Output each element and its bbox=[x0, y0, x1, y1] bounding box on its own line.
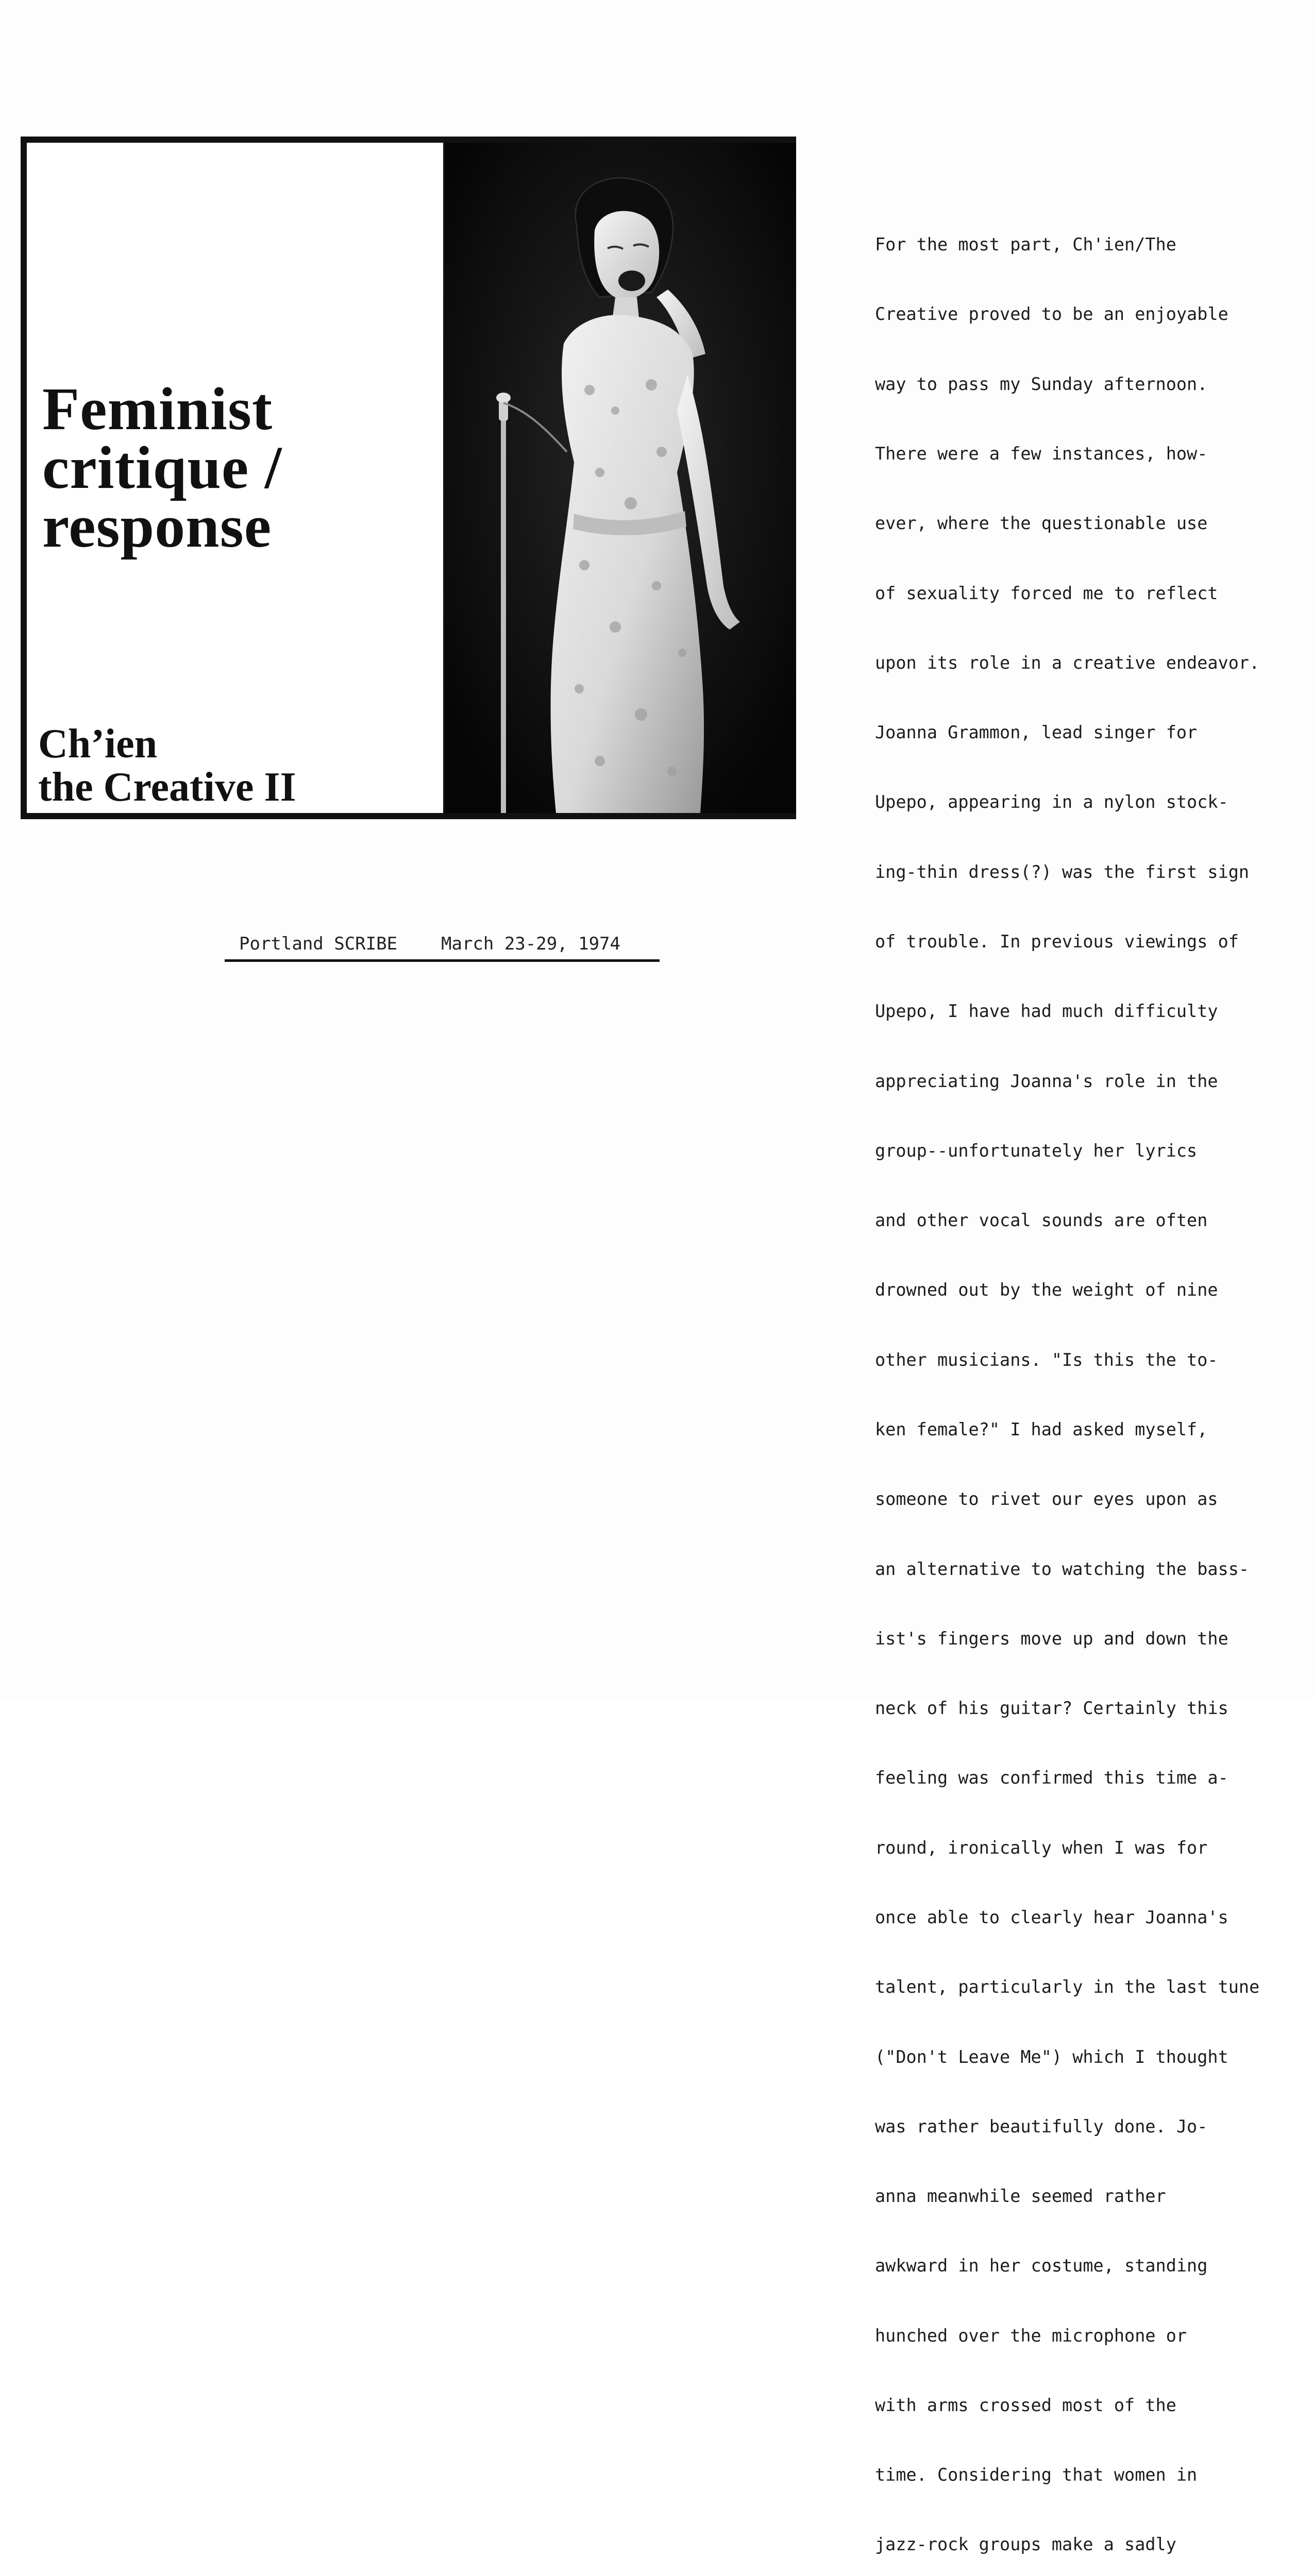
article-line: drowned out by the weight of nine bbox=[875, 1280, 1218, 1300]
article-line: anna meanwhile seemed rather bbox=[875, 2186, 1166, 2207]
article-line: Joanna Grammon, lead singer for bbox=[875, 722, 1198, 743]
article-line: There were a few instances, how- bbox=[875, 444, 1208, 464]
headline-box bbox=[21, 137, 796, 819]
article-line: upon its role in a creative endeavor. bbox=[875, 652, 1260, 673]
article-line: someone to rivet our eyes upon as bbox=[875, 1489, 1218, 1510]
article-line: Upepo, I have had much difficulty bbox=[875, 1001, 1218, 1022]
article-line: ist's fingers move up and down the bbox=[875, 1628, 1228, 1649]
article-line: Upepo, appearing in a nylon stock- bbox=[875, 792, 1228, 812]
article-line: with arms crossed most of the bbox=[875, 2395, 1176, 2415]
article-line: time. Considering that women in bbox=[875, 2465, 1198, 2485]
article-line: other musicians. "Is this the to- bbox=[875, 1349, 1218, 1370]
headline-title: Feminist critique / response bbox=[42, 375, 282, 560]
article-line: awkward in her costume, standing bbox=[875, 2256, 1208, 2276]
article-line: round, ironically when I was for bbox=[875, 1837, 1208, 1858]
article-line: way to pass my Sunday afternoon. bbox=[875, 374, 1208, 394]
source-citation bbox=[225, 933, 660, 962]
article-line: jazz-rock groups make a sadly bbox=[875, 2534, 1176, 2555]
article-line: an alternative to watching the bass- bbox=[875, 1558, 1250, 1579]
article-line: feeling was confirmed this time a- bbox=[875, 1768, 1228, 1788]
article-line: neck of his guitar? Certainly this bbox=[875, 1698, 1228, 1719]
article-body bbox=[875, 187, 1287, 2576]
article-line: hunched over the microphone or bbox=[875, 2325, 1187, 2346]
article-line: and other vocal sounds are often bbox=[875, 1210, 1208, 1231]
article-line: For the most part, Ch'ien/The bbox=[875, 234, 1176, 255]
article-line: talent, particularly in the last tune bbox=[875, 1977, 1260, 1997]
headline-panel bbox=[27, 143, 445, 813]
article-line: ken female?" I had asked myself, bbox=[875, 1419, 1208, 1439]
singer-photo-illustration bbox=[445, 143, 796, 813]
article-line: once able to clearly hear Joanna's bbox=[875, 1907, 1228, 1927]
article-line: ing-thin dress(?) was the first sign bbox=[875, 861, 1250, 882]
article-line: Creative proved to be an enjoyable bbox=[875, 304, 1228, 325]
headline-subtitle: Ch’ien the Creative II bbox=[38, 721, 296, 810]
publication-date: March 23-29, 1974 bbox=[441, 934, 620, 954]
singer-photo bbox=[445, 143, 796, 813]
article-line: ever, where the questionable use bbox=[875, 513, 1208, 534]
article-line: appreciating Joanna's role in the bbox=[875, 1071, 1218, 1091]
article-line: of trouble. In previous viewings of bbox=[875, 931, 1239, 952]
article-line: ("Don't Leave Me") which I thought bbox=[875, 2046, 1228, 2067]
article-line: group--unfortunately her lyrics bbox=[875, 1140, 1198, 1161]
article-line: was rather beautifully done. Jo- bbox=[875, 2116, 1208, 2137]
article-line: of sexuality forced me to reflect bbox=[875, 583, 1218, 603]
publication-name: Portland SCRIBE bbox=[239, 934, 398, 954]
